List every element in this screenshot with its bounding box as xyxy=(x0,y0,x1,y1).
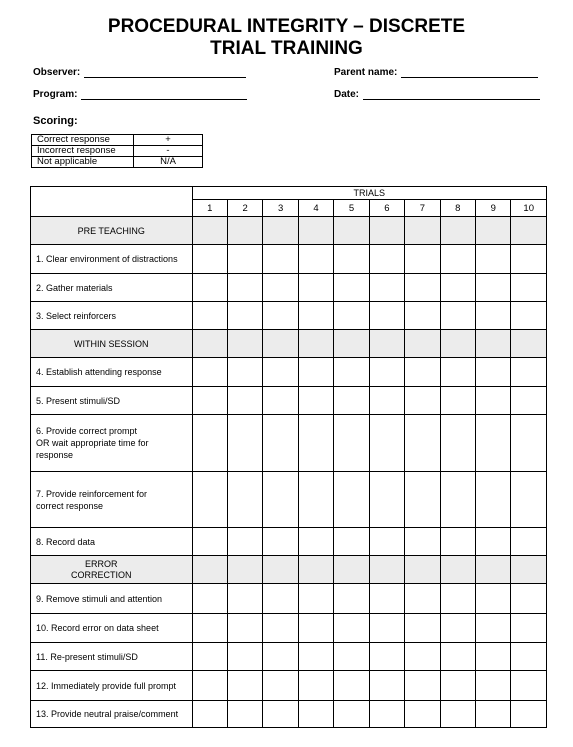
trial-cell[interactable] xyxy=(227,671,262,701)
legend-label: Correct response xyxy=(32,135,134,146)
trial-cell[interactable] xyxy=(334,584,369,614)
trial-cell[interactable] xyxy=(511,584,547,614)
step-label: 13. Provide neutral praise/comment xyxy=(31,701,193,728)
trial-cell[interactable] xyxy=(192,614,227,643)
step-row xyxy=(31,614,547,643)
trial-cell[interactable] xyxy=(298,245,333,274)
trial-cell xyxy=(334,217,369,245)
step-label: 9. Remove stimuli and attention xyxy=(31,584,193,614)
trial-cell[interactable] xyxy=(334,472,369,528)
trial-cell[interactable] xyxy=(227,245,262,274)
date-label: Date: xyxy=(334,89,360,100)
parent-name-input-line[interactable] xyxy=(401,68,538,78)
trial-cell[interactable] xyxy=(369,358,404,387)
trial-cell[interactable] xyxy=(263,671,298,701)
trial-cell[interactable] xyxy=(298,302,333,330)
trial-cell xyxy=(405,330,440,358)
trial-cell[interactable] xyxy=(440,701,475,728)
parent-name-field[interactable] xyxy=(334,67,538,78)
step-label: 1. Clear environment of distractions xyxy=(31,245,193,274)
trial-cell xyxy=(476,556,511,584)
trial-cell[interactable] xyxy=(192,415,227,472)
trial-cell[interactable] xyxy=(334,358,369,387)
program-label: Program: xyxy=(33,89,78,100)
trial-cell xyxy=(192,330,227,358)
trial-cell[interactable] xyxy=(369,614,404,643)
trial-cell[interactable] xyxy=(192,358,227,387)
step-label: 4. Establish attending response xyxy=(31,358,193,387)
trial-cell[interactable] xyxy=(298,528,333,556)
step-row xyxy=(31,245,547,274)
trial-cell[interactable] xyxy=(263,528,298,556)
trial-cell[interactable] xyxy=(405,528,440,556)
step-row xyxy=(31,302,547,330)
trial-cell[interactable] xyxy=(298,358,333,387)
legend-row xyxy=(32,135,203,146)
trial-cell[interactable] xyxy=(511,701,547,728)
trial-cell[interactable] xyxy=(227,387,262,415)
legend-symbol: + xyxy=(134,135,203,146)
trial-number-7: 7 xyxy=(405,200,440,217)
step-label: 6. Provide correct prompt OR wait appropriate time for response xyxy=(31,415,193,472)
observer-field[interactable] xyxy=(33,67,246,78)
date-field[interactable] xyxy=(334,89,540,100)
legend-symbol: - xyxy=(134,146,203,157)
trial-cell[interactable] xyxy=(334,415,369,472)
step-label: 2. Gather materials xyxy=(31,274,193,302)
trial-cell xyxy=(334,330,369,358)
trial-cell xyxy=(192,556,227,584)
trial-cell[interactable] xyxy=(298,701,333,728)
trial-cell xyxy=(298,330,333,358)
trial-number-5: 5 xyxy=(334,200,369,217)
trial-cell[interactable] xyxy=(227,415,262,472)
trial-cell[interactable] xyxy=(192,387,227,415)
trials-header: TRIALS xyxy=(192,187,547,200)
trial-cell xyxy=(334,556,369,584)
trial-cell xyxy=(476,330,511,358)
trial-cell[interactable] xyxy=(476,701,511,728)
section-heading: ERROR CORRECTION xyxy=(31,556,193,584)
trial-cell xyxy=(192,217,227,245)
trial-cell[interactable] xyxy=(298,643,333,671)
trial-cell[interactable] xyxy=(476,415,511,472)
step-row xyxy=(31,701,547,728)
trial-cell xyxy=(263,556,298,584)
trial-cell[interactable] xyxy=(476,671,511,701)
trial-cell[interactable] xyxy=(227,274,262,302)
trial-cell xyxy=(476,217,511,245)
trial-cell xyxy=(440,217,475,245)
trial-cell xyxy=(440,330,475,358)
trial-cell[interactable] xyxy=(440,614,475,643)
trial-cell[interactable] xyxy=(511,643,547,671)
trial-cell[interactable] xyxy=(334,671,369,701)
trial-cell[interactable] xyxy=(263,387,298,415)
trial-cell xyxy=(405,217,440,245)
trial-cell[interactable] xyxy=(405,415,440,472)
trial-cell[interactable] xyxy=(440,387,475,415)
trial-cell[interactable] xyxy=(440,671,475,701)
procedural-integrity-table xyxy=(30,186,547,728)
trial-cell xyxy=(511,556,547,584)
step-row xyxy=(31,358,547,387)
trial-cell[interactable] xyxy=(334,245,369,274)
trial-cell[interactable] xyxy=(440,584,475,614)
step-label: 12. Immediately provide full prompt xyxy=(31,671,193,701)
trial-cell[interactable] xyxy=(405,387,440,415)
trial-cell[interactable] xyxy=(405,302,440,330)
trial-cell[interactable] xyxy=(511,302,547,330)
trial-cell[interactable] xyxy=(369,245,404,274)
trial-cell[interactable] xyxy=(227,358,262,387)
trial-cell xyxy=(227,556,262,584)
trial-cell[interactable] xyxy=(192,472,227,528)
step-row xyxy=(31,671,547,701)
trial-cell[interactable] xyxy=(476,584,511,614)
step-row xyxy=(31,415,547,472)
trial-cell[interactable] xyxy=(369,274,404,302)
trial-cell[interactable] xyxy=(192,701,227,728)
trial-cell[interactable] xyxy=(511,415,547,472)
trial-number-2: 2 xyxy=(227,200,262,217)
trial-cell[interactable] xyxy=(192,302,227,330)
step-label: 7. Provide reinforcement for correct response xyxy=(31,472,193,528)
trial-cell[interactable] xyxy=(263,358,298,387)
trial-cell[interactable] xyxy=(298,614,333,643)
trial-cell[interactable] xyxy=(405,614,440,643)
trial-cell[interactable] xyxy=(334,302,369,330)
trial-cell xyxy=(263,330,298,358)
trial-cell[interactable] xyxy=(334,274,369,302)
trial-cell[interactable] xyxy=(440,415,475,472)
legend-label: Incorrect response xyxy=(32,146,134,157)
trial-cell[interactable] xyxy=(405,245,440,274)
trial-cell[interactable] xyxy=(369,671,404,701)
step-row xyxy=(31,472,547,528)
trial-cell[interactable] xyxy=(369,528,404,556)
trial-cell[interactable] xyxy=(440,643,475,671)
trial-cell[interactable] xyxy=(511,245,547,274)
trial-cell[interactable] xyxy=(476,274,511,302)
trial-cell[interactable] xyxy=(263,643,298,671)
section-row xyxy=(31,556,547,584)
trial-cell[interactable] xyxy=(192,671,227,701)
trial-cell[interactable] xyxy=(440,245,475,274)
trial-cell[interactable] xyxy=(334,387,369,415)
trial-cell[interactable] xyxy=(192,643,227,671)
step-row xyxy=(31,387,547,415)
trial-cell[interactable] xyxy=(511,614,547,643)
trial-cell xyxy=(298,556,333,584)
trial-cell[interactable] xyxy=(369,643,404,671)
trial-cell[interactable] xyxy=(511,274,547,302)
observer-input-line[interactable] xyxy=(84,68,246,78)
trial-cell[interactable] xyxy=(192,274,227,302)
trial-cell[interactable] xyxy=(476,387,511,415)
trial-cell[interactable] xyxy=(298,415,333,472)
trial-cell[interactable] xyxy=(263,302,298,330)
trial-cell[interactable] xyxy=(263,614,298,643)
trial-cell[interactable] xyxy=(192,528,227,556)
trial-cell[interactable] xyxy=(192,584,227,614)
trial-cell[interactable] xyxy=(263,584,298,614)
trial-cell[interactable] xyxy=(227,528,262,556)
trial-cell[interactable] xyxy=(227,472,262,528)
scoring-legend xyxy=(31,134,203,168)
step-row xyxy=(31,274,547,302)
trial-cell[interactable] xyxy=(476,472,511,528)
trial-cell xyxy=(511,330,547,358)
step-label: 3. Select reinforcers xyxy=(31,302,193,330)
trial-cell[interactable] xyxy=(334,701,369,728)
trial-cell[interactable] xyxy=(334,528,369,556)
section-row xyxy=(31,217,547,245)
trial-cell[interactable] xyxy=(511,472,547,528)
trial-cell xyxy=(227,330,262,358)
trial-cell xyxy=(440,556,475,584)
trial-number-1: 1 xyxy=(192,200,227,217)
legend-row xyxy=(32,146,203,157)
trial-cell[interactable] xyxy=(227,701,262,728)
trial-cell[interactable] xyxy=(369,701,404,728)
trial-number-8: 8 xyxy=(440,200,475,217)
trial-cell[interactable] xyxy=(511,671,547,701)
step-label: 11. Re-present stimuli/SD xyxy=(31,643,193,671)
trial-cell[interactable] xyxy=(440,274,475,302)
trial-cell[interactable] xyxy=(405,358,440,387)
observer-label: Observer: xyxy=(33,67,81,78)
form-title-line-2: TRIAL TRAINING xyxy=(210,38,363,59)
trial-number-10: 10 xyxy=(511,200,547,217)
trial-cell[interactable] xyxy=(405,584,440,614)
trial-cell xyxy=(405,556,440,584)
trial-cell[interactable] xyxy=(369,415,404,472)
trial-cell[interactable] xyxy=(227,643,262,671)
trial-cell xyxy=(369,330,404,358)
trial-cell[interactable] xyxy=(405,671,440,701)
step-row xyxy=(31,584,547,614)
trial-cell[interactable] xyxy=(227,614,262,643)
legend-symbol: N/A xyxy=(134,157,203,168)
trial-cell[interactable] xyxy=(298,671,333,701)
date-input-line[interactable] xyxy=(363,90,540,100)
step-row xyxy=(31,643,547,671)
trial-number-3: 3 xyxy=(263,200,298,217)
trial-cell[interactable] xyxy=(476,245,511,274)
trial-cell[interactable] xyxy=(263,415,298,472)
step-label: 8. Record data xyxy=(31,528,193,556)
trial-cell xyxy=(369,217,404,245)
trial-cell[interactable] xyxy=(369,387,404,415)
trial-cell[interactable] xyxy=(476,302,511,330)
trial-cell[interactable] xyxy=(298,584,333,614)
program-input-line[interactable] xyxy=(81,90,247,100)
trial-cell[interactable] xyxy=(405,643,440,671)
program-field[interactable] xyxy=(33,89,247,100)
trial-number-6: 6 xyxy=(369,200,404,217)
trial-cell[interactable] xyxy=(369,472,404,528)
trial-cell[interactable] xyxy=(440,302,475,330)
trial-cell[interactable] xyxy=(334,643,369,671)
trial-cell[interactable] xyxy=(511,387,547,415)
trial-cell[interactable] xyxy=(263,274,298,302)
trial-number-9: 9 xyxy=(476,200,511,217)
trial-cell[interactable] xyxy=(476,358,511,387)
trial-cell[interactable] xyxy=(263,701,298,728)
form-title xyxy=(0,16,573,60)
section-heading: WITHIN SESSION xyxy=(31,330,193,358)
trial-cell[interactable] xyxy=(298,274,333,302)
trial-cell[interactable] xyxy=(511,528,547,556)
trial-cell[interactable] xyxy=(298,387,333,415)
trial-cell xyxy=(263,217,298,245)
trial-cell[interactable] xyxy=(263,472,298,528)
trial-cell[interactable] xyxy=(334,614,369,643)
section-heading: PRE TEACHING xyxy=(31,217,193,245)
trial-cell[interactable] xyxy=(511,358,547,387)
trial-cell xyxy=(369,556,404,584)
trial-number-4: 4 xyxy=(298,200,333,217)
step-label: 10. Record error on data sheet xyxy=(31,614,193,643)
trial-cell[interactable] xyxy=(227,302,262,330)
trial-cell[interactable] xyxy=(298,472,333,528)
trial-cell[interactable] xyxy=(476,528,511,556)
trial-cell[interactable] xyxy=(440,358,475,387)
parent-name-label: Parent name: xyxy=(334,67,398,78)
legend-label: Not applicable xyxy=(32,157,134,168)
trial-cell[interactable] xyxy=(227,584,262,614)
scoring-label: Scoring: xyxy=(33,115,78,127)
trial-cell[interactable] xyxy=(369,584,404,614)
trial-cell xyxy=(227,217,262,245)
trial-cell[interactable] xyxy=(440,528,475,556)
legend-row xyxy=(32,157,203,168)
trial-cell[interactable] xyxy=(405,472,440,528)
trial-cell[interactable] xyxy=(369,302,404,330)
step-row xyxy=(31,528,547,556)
trial-cell[interactable] xyxy=(476,614,511,643)
trial-cell[interactable] xyxy=(405,274,440,302)
trial-cell[interactable] xyxy=(405,701,440,728)
step-header-cell xyxy=(31,187,193,217)
section-row xyxy=(31,330,547,358)
trial-cell xyxy=(298,217,333,245)
trial-cell[interactable] xyxy=(440,472,475,528)
trial-cell[interactable] xyxy=(263,245,298,274)
form-title-line-1: PROCEDURAL INTEGRITY – DISCRETE xyxy=(107,16,466,37)
trial-cell xyxy=(511,217,547,245)
trial-cell[interactable] xyxy=(192,245,227,274)
trial-cell[interactable] xyxy=(476,643,511,671)
step-label: 5. Present stimuli/SD xyxy=(31,387,193,415)
